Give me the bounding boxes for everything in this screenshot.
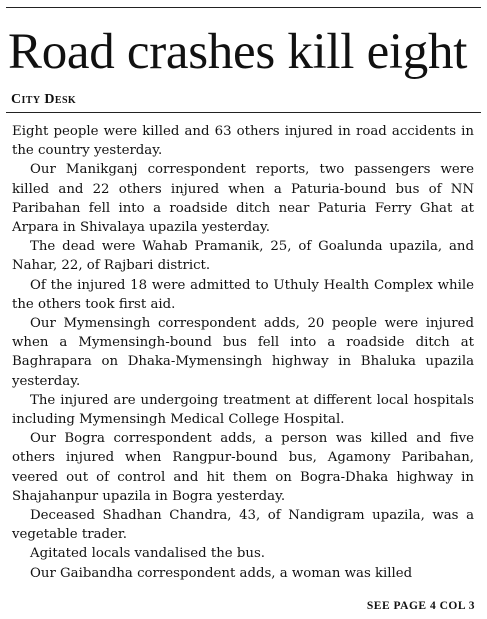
story-paragraph: Of the injured 18 were admitted to Uthuly Health Complex while the others took first aid. xyxy=(12,277,474,312)
story-paragraph: Agitated locals vandalised the bus. xyxy=(30,546,266,562)
headline: Road crashes kill eight xyxy=(8,24,468,80)
story-paragraph: Eight people were killed and 63 others injured in road accidents in the country yesterday. xyxy=(12,124,474,159)
byline-rule xyxy=(6,112,481,113)
story-paragraph: Deceased Shadhan Chandra, 43, of Nandigram upazila, was a vegetable trader. xyxy=(12,508,474,543)
story-paragraph: The injured are undergoing treatment at different local hospitals including Mymensingh Medical College Hospital. xyxy=(12,392,474,428)
story-paragraph: Our Manikganj correspondent reports, two passengers were killed and 22 others injured when a Paturia-bound bus of NN Paribahan fell into a roadside ditch near Paturia Ferry Ghat at Arpara in Shivalaya upazila yesterday. xyxy=(12,162,474,236)
story-body xyxy=(12,122,474,583)
story-paragraph: Our Bogra correspondent adds, a person was killed and five others injured when Rangpur-bound bus, Agamony Paribahan, veered out of control and hit them on Bogra-Dhaka highway in Shajahanpur upazila in Bogra yesterday. xyxy=(12,431,474,504)
top-rule xyxy=(6,7,481,8)
continuation-jump: SEE PAGE 4 COL 3 xyxy=(366,600,475,612)
story-paragraph: Our Gaibandha correspondent adds, a woman was killed xyxy=(30,565,413,581)
story-paragraph: The dead were Wahab Pramanik, 25, of Goalunda upazila, and Nahar, 22, of Rajbari district. xyxy=(12,239,474,274)
story-paragraph: Our Mymensingh correspondent adds, 20 people were injured when a Mymensingh-bound bus fell into a roadside ditch at Baghrapara on Dhaka-Mymensingh highway in Bhaluka upazila yesterday. xyxy=(12,316,474,389)
byline: City Desk xyxy=(11,92,77,107)
